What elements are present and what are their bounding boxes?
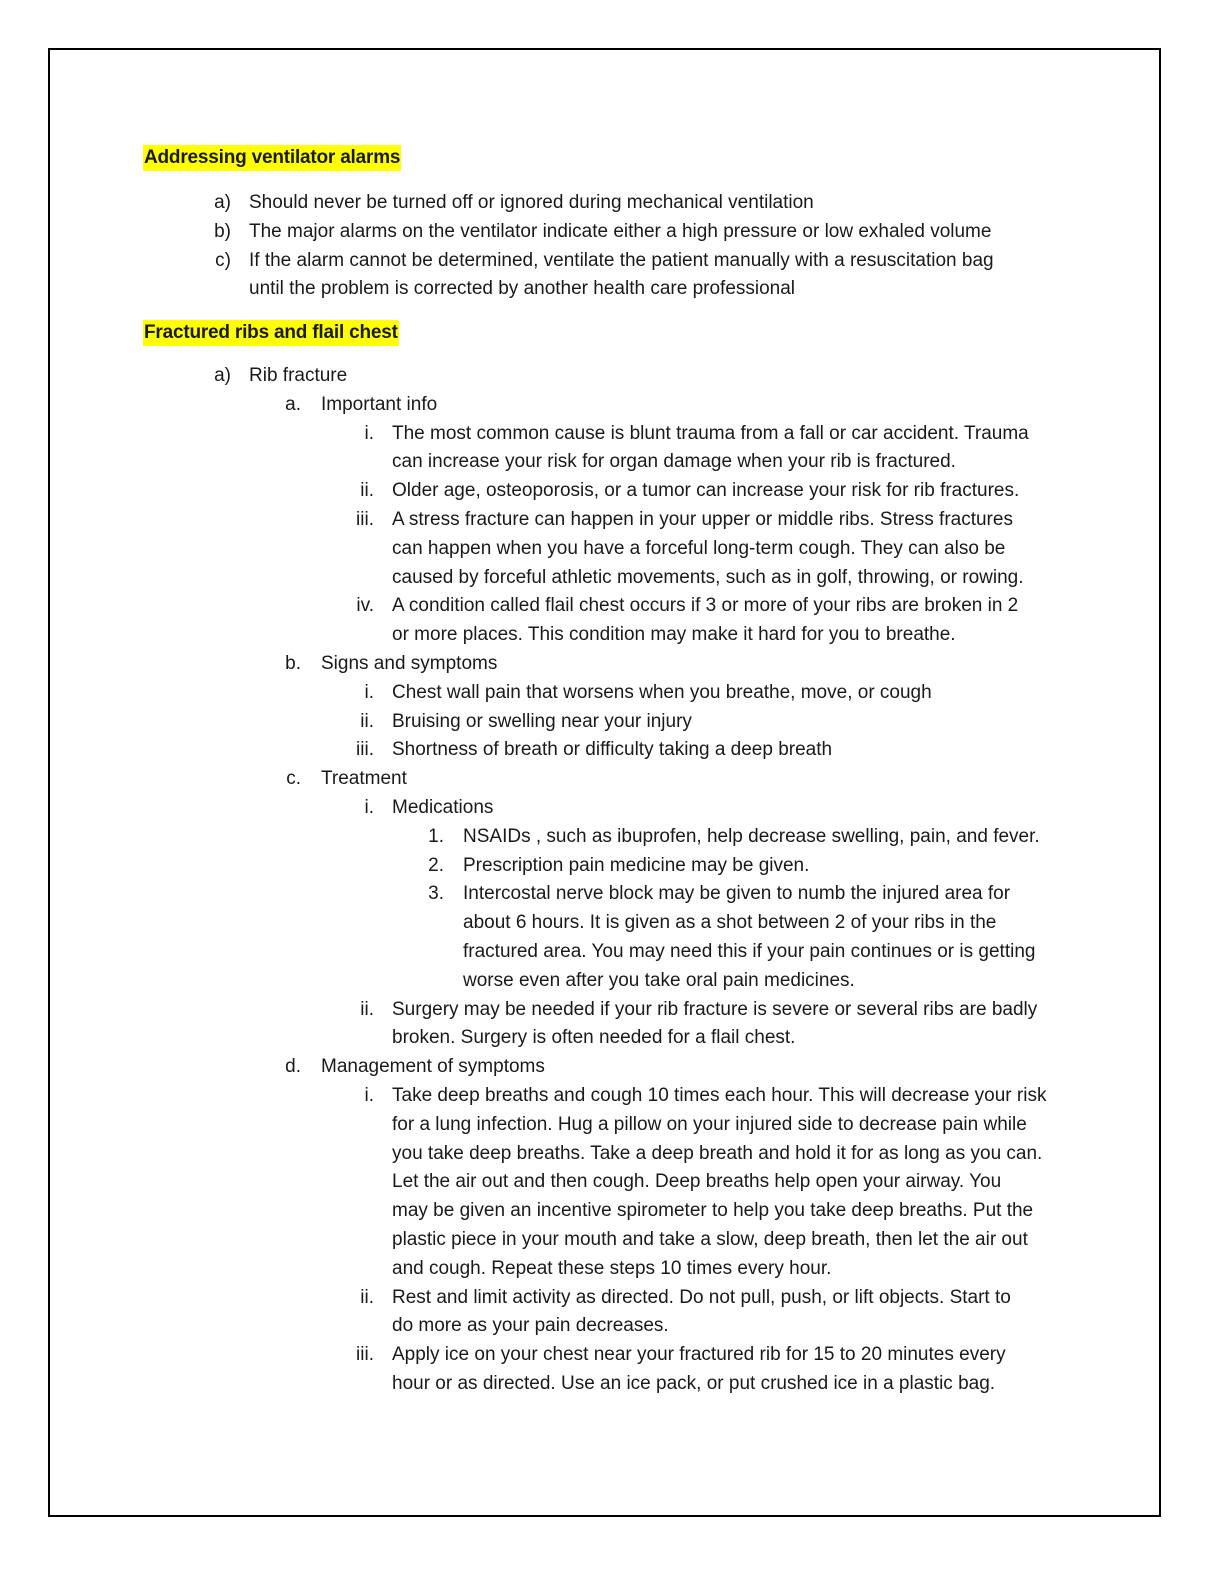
list-marker: iii. (356, 1344, 374, 1366)
text-line: Important info (321, 393, 438, 415)
list-marker: iv. (356, 595, 374, 617)
list-item-text (392, 420, 1029, 478)
list-item-text (392, 996, 1037, 1054)
list-item-text (392, 592, 1018, 650)
text-line: fractured area. You may need this if your pain continues or is getting (463, 940, 1036, 962)
list-item-text (392, 506, 1024, 592)
list-item-text (392, 1284, 1011, 1342)
text-line: may be given an incentive spirometer to help you take deep breaths. Put the (392, 1200, 1034, 1222)
text-line: Signs and symptoms (321, 653, 498, 674)
list-item-text (249, 218, 991, 247)
text-line: The major alarms on the ventilator indicate either a high pressure or low exhaled volume (249, 220, 992, 242)
text-line: plastic piece in your mouth and take a slow, deep breath, then let the air out (392, 1228, 1028, 1250)
list-marker: i. (364, 1085, 374, 1106)
text-line: A stress fracture can happen in your upper or middle ribs. Stress fractures (392, 509, 1013, 530)
text-line: and cough. Repeat these steps 10 times every hour. (392, 1257, 832, 1279)
list-marker: ii. (360, 480, 374, 502)
text-line: Rest and limit activity as directed. Do not pull, push, or lift objects. Start to (392, 1286, 1011, 1308)
section-heading-ventilator-alarms: Addressing ventilator alarms (143, 145, 401, 171)
text-line: for a lung infection. Hug a pillow on your injured side to decrease pain while (392, 1113, 1027, 1135)
list-item-text (392, 1341, 1006, 1399)
list-marker: c) (215, 249, 231, 271)
list-marker: c. (286, 768, 301, 790)
list-marker: b) (214, 220, 231, 242)
section-heading-fractured-ribs: Fractured ribs and flail chest (143, 320, 399, 346)
text-line: can increase your risk for organ damage when your rib is fractured. (392, 451, 956, 473)
list-marker: a) (214, 192, 231, 213)
list-item-text (321, 650, 497, 679)
list-item-text (392, 794, 493, 823)
text-line: Apply ice on your chest near your fractured rib for 15 to 20 minutes every (392, 1344, 1006, 1366)
list-marker: 3. (428, 883, 444, 905)
text-line: A condition called flail chest occurs if 3 or more of your ribs are broken in 2 (392, 595, 1019, 617)
list-marker: a) (214, 365, 231, 386)
text-line: Treatment (321, 768, 407, 790)
list-item-text (463, 852, 809, 881)
text-line: hour or as directed. Use an ice pack, or put crushed ice in a plastic bag. (392, 1372, 996, 1394)
text-line: or more places. This condition may make it hard for you to breathe. (392, 624, 956, 646)
text-line: worse even after you take oral pain medicines. (463, 969, 855, 991)
text-line: broken. Surgery is often needed for a flail chest. (392, 1027, 796, 1049)
text-line: Should never be turned off or ignored during mechanical ventilation (249, 192, 814, 213)
text-line: Older age, osteoporosis, or a tumor can increase your risk for rib fractures. (392, 480, 1020, 502)
list-item-text (392, 679, 932, 708)
text-line: Management of symptoms (321, 1056, 545, 1078)
text-line: Surgery may be needed if your rib fracture is severe or several ribs are badly (392, 998, 1038, 1020)
list-item-text (249, 362, 347, 391)
text-line: If the alarm cannot be determined, ventilate the patient manually with a resuscitation bag (249, 249, 994, 271)
text-line: caused by forceful athletic movements, such as in golf, throwing, or rowing. (392, 566, 1024, 588)
text-line: Prescription pain medicine may be given. (463, 854, 810, 876)
list-item-text (249, 189, 814, 218)
list-marker: ii. (360, 1286, 374, 1308)
list-marker: iii. (356, 739, 374, 761)
list-item-text (392, 736, 832, 765)
list-marker: ii. (360, 998, 374, 1020)
list-marker: ii. (360, 710, 374, 732)
text-line: Take deep breaths and cough 10 times each hour. This will decrease your risk (392, 1085, 1047, 1106)
text-line: The most common cause is blunt trauma from a fall or car accident. Trauma (392, 422, 1029, 444)
list-item-text (321, 391, 437, 420)
list-marker: d. (285, 1056, 301, 1078)
list-item-text (463, 823, 1040, 852)
list-marker: i. (364, 422, 374, 444)
list-marker: i. (364, 797, 374, 818)
list-marker: 2. (428, 854, 444, 876)
text-line: about 6 hours. It is given as a shot between 2 of your ribs in the (463, 912, 997, 934)
list-marker: i. (364, 681, 374, 703)
text-line: do more as your pain decreases. (392, 1315, 669, 1337)
text-line: Bruising or swelling near your injury (392, 710, 692, 732)
list-item-text (321, 765, 407, 794)
list-item-text (321, 1053, 545, 1082)
list-item-text (392, 708, 692, 737)
text-line: until the problem is corrected by another health care professional (249, 278, 796, 300)
list-marker: a. (285, 393, 301, 415)
text-line: Medications (392, 797, 494, 818)
text-line: Rib fracture (249, 365, 348, 386)
text-line: NSAIDs , such as ibuprofen, help decrease swelling, pain, and fever. (463, 825, 1040, 847)
list-item-text (249, 247, 994, 305)
text-line: you take deep breaths. Take a deep breath and hold it for as long as you can. (392, 1142, 1043, 1164)
list-item-text (392, 477, 1019, 506)
text-line: can happen when you have a forceful long-term cough. They can also be (392, 537, 1006, 559)
list-item-text (392, 1082, 1046, 1284)
text-line: Intercostal nerve block may be given to numb the injured area for (463, 883, 1011, 905)
list-marker: 1. (428, 825, 444, 847)
text-line: Shortness of breath or difficulty taking a deep breath (392, 739, 833, 761)
text-line: Chest wall pain that worsens when you breathe, move, or cough (392, 681, 932, 703)
list-item-text (463, 880, 1035, 995)
text-line: Let the air out and then cough. Deep breaths help open your airway. You (392, 1171, 1002, 1193)
list-marker: iii. (356, 509, 374, 530)
list-marker: b. (285, 653, 301, 674)
